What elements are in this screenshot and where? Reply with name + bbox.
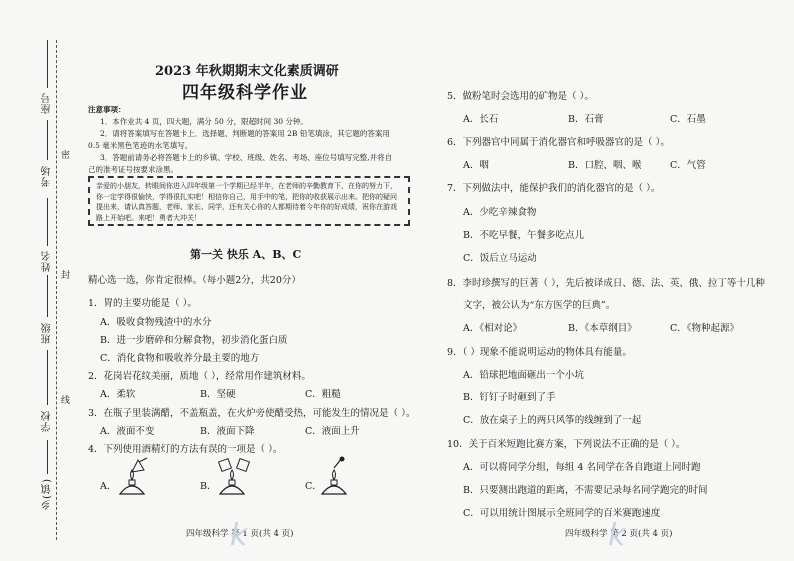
town-label: 乡(镇) — [42, 478, 53, 510]
q9-option-c: C．放在桌子上的两只风筝的线缠到了一起 — [463, 415, 642, 426]
question-5: 5．做粉笔时会选用的矿物是（ ）。 — [447, 91, 594, 102]
seal-char-3: 线 — [59, 395, 69, 404]
q2-option-c: C．粗糙 — [305, 389, 341, 400]
question-6: 6．下列器官中同属于消化器官和呼吸器官的是（ ）。 — [447, 137, 670, 148]
question-10: 10．关于百米短跑比赛方案，下列说法不正确的是（ ）。 — [447, 439, 686, 450]
q9-option-a: A．铅球把地面砸出一个小坑 — [463, 370, 584, 381]
class-field — [47, 275, 48, 317]
seal-char-2: 封 — [59, 270, 69, 279]
q9-option-b: B．钉钉子时砸到了手 — [463, 392, 556, 403]
section-intro: 精心选一选，你肯定很棒。（每小题2分，共20分） — [88, 275, 301, 286]
q6-option-c: C．气管 — [670, 160, 706, 171]
q4-option-a: A． — [100, 481, 117, 492]
q2-option-b: B．坚硬 — [200, 389, 236, 400]
page-2-footer: 四年级科学 第 2 页(共 4 页) — [565, 529, 673, 539]
exam-title-main: 四年级科学作业 — [182, 83, 308, 103]
class-label: 班级 — [42, 322, 53, 344]
question-8-continued: 文字，被公认为“东方医学的巨典”。 — [463, 300, 616, 311]
section-title: 第一关 快乐 A、B、C — [190, 248, 302, 261]
q4-option-b: B． — [200, 481, 217, 492]
q7-option-c: C．饭后立马运动 — [463, 253, 537, 264]
watermark-page-1: k — [230, 518, 248, 553]
exam-title-top: 2023 年秋期期末文化素质调研 — [155, 64, 339, 79]
note-line: 3．答题前请务必将答题卡上的乡镇、学校、班级、姓名、考场、座位号填写完整,并将自 — [100, 153, 393, 162]
q6-option-a: A．咽 — [463, 160, 489, 171]
q7-option-b: B．不吃早餐，午餐多吃点儿 — [463, 230, 584, 241]
q4-option-c: C． — [305, 481, 322, 492]
school-field — [47, 350, 48, 405]
note-line: 1．本作业共 4 页，四大题，满分 50 分，限超时间 30 分钟。 — [100, 117, 308, 126]
question-1: 1．胃的主要功能是（ ）。 — [88, 298, 197, 309]
question-4: 4．下列使用酒精灯的方法有误的一项是（ ）。 — [88, 444, 283, 455]
question-3: 3．在瓶子里装满醋，不盖瓶盖，在火炉旁使醋受热，可能发生的情况是（ ）。 — [88, 408, 416, 419]
school-label: 学校 — [42, 410, 53, 432]
note-line: 0.5 毫米黑色笔迹的水笔填写。 — [88, 141, 193, 150]
alcohol-lamp-a-icon — [112, 456, 152, 498]
name-label: 姓名 — [42, 250, 53, 272]
q7-option-a: A．少吃辛辣食物 — [463, 207, 537, 218]
question-7: 7．下列做法中，能保护我们的消化器官的是（ ）。 — [447, 183, 661, 194]
alcohol-lamp-b-icon — [212, 456, 256, 498]
seat-number-label: 座号 — [42, 92, 53, 114]
exam-room-label: 考场 — [42, 165, 53, 187]
page-1-footer: 四年级科学 第 1 页(共 4 页) — [186, 529, 294, 539]
q8-option-a: A．《相对论》 — [463, 323, 523, 334]
q1-option-b: B．进一步磨碎和分解食物，初步消化蛋白质 — [100, 335, 288, 346]
town-field — [47, 440, 48, 474]
seal-char-1: 密 — [59, 150, 69, 159]
watermark-page-2: k — [608, 518, 626, 553]
seal-line — [56, 40, 57, 540]
q10-option-b: B．只要测出跑道的距离，不需要记录每名同学跑完的时间 — [463, 485, 708, 496]
name-field — [47, 198, 48, 246]
q6-option-b: B．口腔、咽、喉 — [568, 160, 642, 171]
seat-number-field — [47, 40, 48, 88]
q3-option-c: C．液面上升 — [305, 426, 360, 437]
q8-option-c: C．《物种起源》 — [670, 323, 740, 334]
alcohol-lamp-c-icon — [314, 456, 354, 498]
notes-heading: 注意事项： — [88, 105, 126, 114]
q3-option-a: A．液面不变 — [100, 426, 155, 437]
q1-option-c: C．消化食物和吸收养分最主要的地方 — [100, 353, 260, 364]
question-2: 2．花岗岩花纹美丽，质地（ ），经常用作建筑材料。 — [88, 371, 311, 382]
q10-option-c: C．可以用统计图展示全班同学的百米赛跑速度 — [463, 508, 661, 519]
q8-option-b: B．《本草纲目》 — [568, 323, 637, 334]
q5-option-b: B．石膏 — [568, 114, 604, 125]
q10-option-a: A．可以将同学分组，每组 4 名同学在各自跑道上同时跑 — [463, 462, 701, 473]
exam-room-field — [47, 120, 48, 160]
question-8: 8．李时珍撰写的巨著（ ），先后被译成日、德、法、英、俄、拉丁等十几种 — [447, 278, 765, 289]
q5-option-a: A．长石 — [463, 114, 499, 125]
q2-option-a: A．柔软 — [100, 389, 136, 400]
q5-option-c: C．石墨 — [670, 114, 706, 125]
q3-option-b: B．液面下降 — [200, 426, 255, 437]
question-9: 9．（ ）现象不能说明运动的物体具有能量。 — [447, 347, 632, 358]
encouragement-box: 亲爱的小朋友，转眼间你进入四年级第一个学期已经半年，在老师的辛勤教育下，在你的努力下，你一定学得很愉快，学得很扎实吧！相信你自己，用手中的笔，把你的收获展示出来。把你的疑问提出来，请认真答题，老师、家长、同学，还有关心你的人都期待着今年你的好成绩，祝你在游戏路上开始吧。来吧！勇者大冲关！ — [88, 176, 410, 226]
note-line: 己的准考证号按要求涂黑。 — [88, 165, 178, 174]
q1-option-a: A．吸收食物残渣中的水分 — [100, 317, 212, 328]
note-line: 2．请将答案填写在答题卡上．选择题、判断题的答案用 2B 铅笔填涂，其它题的答案用 — [100, 129, 390, 138]
